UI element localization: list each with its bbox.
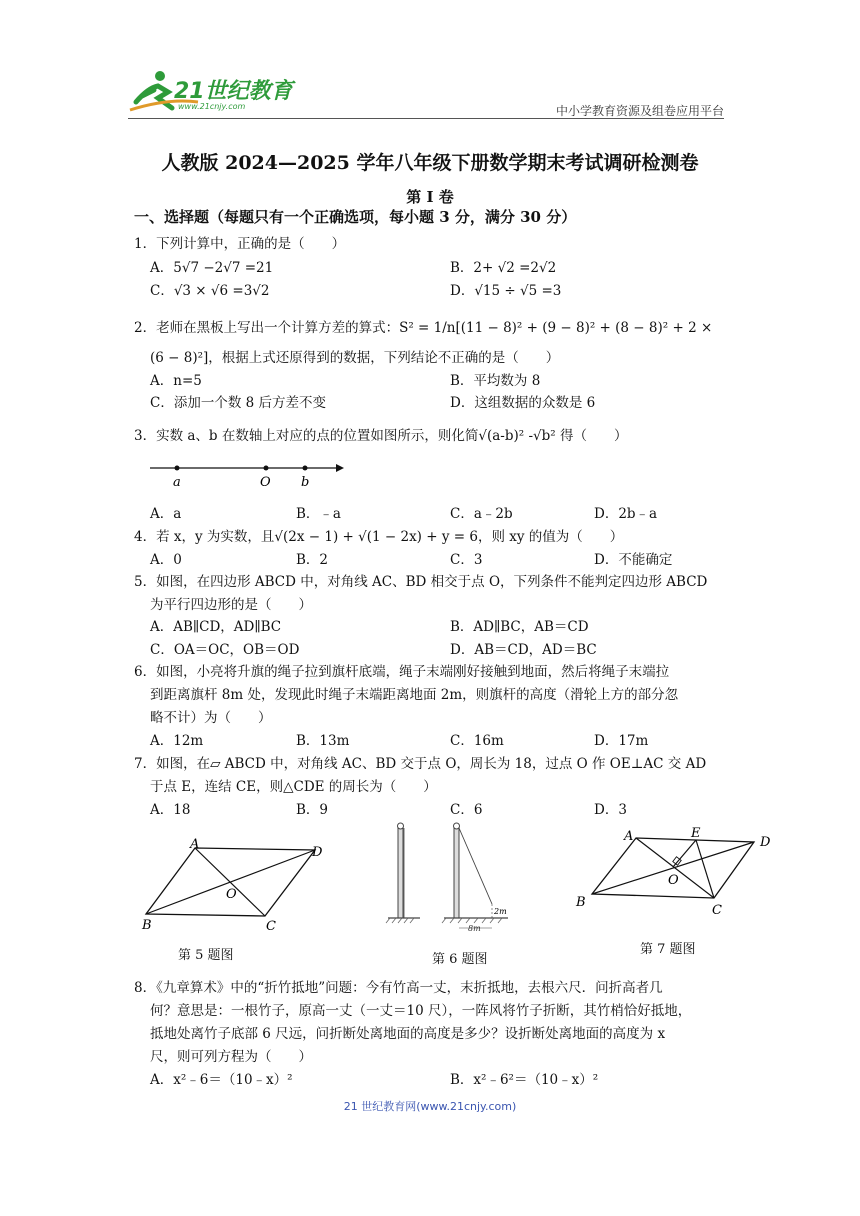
fig5-label-a: A bbox=[190, 837, 200, 852]
q4-stem: 4．若 x，y 为实数，且√(2x − 1) + √(1 − 2x) + y = 6，则 xy 的值为（ ） bbox=[134, 529, 624, 545]
figure-7-caption: 第 7 题图 bbox=[640, 942, 696, 957]
fig6-width-label: 8m bbox=[468, 924, 481, 933]
fig7-label-o: O bbox=[668, 873, 679, 888]
header-divider bbox=[128, 118, 724, 119]
fig5-label-d: D bbox=[312, 845, 323, 860]
q8-stem-line4: 尺，则可列方程为（ ） bbox=[150, 1049, 312, 1065]
q5-option-b: B．AD∥BC，AB＝CD bbox=[450, 619, 589, 635]
q4-option-c: C．3 bbox=[450, 552, 483, 568]
site-logo bbox=[128, 68, 293, 116]
q7-option-d: D．3 bbox=[594, 802, 627, 818]
q3-option-a: A．a bbox=[150, 506, 182, 522]
q6-option-a: A．12m bbox=[150, 733, 204, 749]
fig7-label-c: C bbox=[712, 903, 722, 918]
fig7-label-a: A bbox=[624, 829, 634, 844]
platform-label: 中小学教育资源及组卷应用平台 bbox=[555, 104, 724, 118]
fig7-label-d: D bbox=[760, 835, 771, 850]
fig5-label-b: B bbox=[142, 918, 152, 933]
q8-option-a: A．x²﹣6＝（10﹣x）² bbox=[150, 1072, 293, 1088]
q7-option-c: C．6 bbox=[450, 802, 483, 818]
fig6-height-label: 2m bbox=[494, 907, 507, 916]
q8-stem-line2: 何？意思是：一根竹子，原高一丈（一丈＝10 尺），一阵风将竹子折断，其竹梢恰好抵地， bbox=[150, 1003, 692, 1019]
q3-option-b: B．﹣a bbox=[296, 506, 341, 522]
q5-stem-line1: 5．如图，在四边形 ABCD 中，对角线 AC、BD 相交于点 O，下列条件不能判定四边形 ABCD bbox=[134, 574, 708, 590]
q1-option-c: C．√3 × √6 =3√2 bbox=[150, 283, 270, 299]
q1-stem: 1．下列计算中，正确的是（ ） bbox=[134, 236, 346, 252]
fig7-label-b: B bbox=[576, 895, 586, 910]
logo-url: www.21cnjy.com bbox=[178, 102, 246, 111]
q1-option-d: D．√15 ÷ √5 =3 bbox=[450, 283, 562, 299]
logo-text: 21世纪教育 bbox=[174, 79, 293, 104]
q2-option-d: D．这组数据的众数是 6 bbox=[450, 395, 596, 411]
q4-option-b: B．2 bbox=[296, 552, 329, 568]
q7-option-a: A．18 bbox=[150, 802, 191, 818]
q3-option-d: D．2b﹣a bbox=[594, 506, 658, 522]
q4-option-d: D．不能确定 bbox=[594, 552, 673, 568]
q6-option-b: B．13m bbox=[296, 733, 350, 749]
q1-option-a: A．5√7 −2√7 =21 bbox=[150, 260, 274, 276]
figure-6-caption: 第 6 题图 bbox=[432, 952, 488, 967]
q3-option-c: C．a﹣2b bbox=[450, 506, 513, 522]
q2-option-b: B．平均数为 8 bbox=[450, 373, 541, 389]
number-line-figure bbox=[150, 458, 350, 488]
q6-stem-line1: 6．如图，小亮将升旗的绳子拉到旗杆底端，绳子末端刚好接触到地面，然后将绳子末端拉 bbox=[134, 664, 670, 680]
q8-option-b: B．x²﹣6²＝（10﹣x）² bbox=[450, 1072, 599, 1088]
q5-option-d: D．AB＝CD，AD＝BC bbox=[450, 642, 597, 658]
q7-stem-line2: 于点 E，连结 CE，则△CDE 的周长为（ ） bbox=[150, 779, 437, 795]
q7-option-b: B．9 bbox=[296, 802, 329, 818]
q1-option-b: B．2+ √2 =2√2 bbox=[450, 260, 557, 276]
q3-stem: 3．实数 a、b 在数轴上对应的点的位置如图所示，则化简√(a-b)² -√b² 得（ ） bbox=[134, 428, 628, 444]
figure-7-parallelogram bbox=[574, 822, 784, 932]
footer-link[interactable]: 21 世纪教育网(www.21cnjy.com) bbox=[343, 1100, 517, 1113]
q4-option-a: A．0 bbox=[150, 552, 182, 568]
volume-label: 第 I 卷 bbox=[406, 188, 454, 206]
q2-option-a: A．n=5 bbox=[150, 373, 202, 389]
q5-option-c: C．OA＝OC，OB＝OD bbox=[150, 642, 300, 658]
q8-stem-line1: 8．《九章算术》中的“折竹抵地”问题：今有竹高一丈，末折抵地，去根六尺．问折高者几 bbox=[134, 980, 663, 996]
fig7-label-e: E bbox=[691, 826, 701, 841]
q8-stem-line3: 抵地处离竹子底部 6 尺远，问折断处离地面的高度是多少？设折断处离地面的高度为 x bbox=[150, 1026, 666, 1042]
axis-label-o: O bbox=[260, 475, 271, 490]
fig5-label-o: O bbox=[226, 887, 237, 902]
q7-stem-line1: 7．如图，在▱ ABCD 中，对角线 AC、BD 交于点 O，周长为 18，过点 O 作 OE⊥AC 交 AD bbox=[134, 756, 707, 772]
q6-stem-line2: 到距离旗杆 8m 处，发现此时绳子末端距离地面 2m，则旗杆的高度（滑轮上方的部分忽 bbox=[150, 687, 679, 703]
q5-option-a: A．AB∥CD，AD∥BC bbox=[150, 619, 282, 635]
q2-option-c: C．添加一个数 8 后方差不变 bbox=[150, 395, 327, 411]
figure-5-caption: 第 5 题图 bbox=[178, 948, 234, 963]
fig5-label-c: C bbox=[266, 919, 276, 934]
section-heading: 一、选择题（每题只有一个正确选项，每小题 3 分，满分 30 分） bbox=[134, 208, 577, 226]
page-title: 人教版 2024—2025 学年八年级下册数学期末考试调研检测卷 bbox=[161, 152, 699, 174]
axis-label-b: b bbox=[301, 475, 310, 490]
q2-stem-line2: (6 − 8)²]，根据上式还原得到的数据，下列结论不正确的是（ ） bbox=[150, 350, 560, 366]
q2-stem-line1: 2．老师在黑板上写出一个计算方差的算式：S² = 1/n[(11 − 8)² + (9 − 8)² + (8 − 8)² + 2 × bbox=[134, 320, 713, 336]
figure-6-flagpole bbox=[384, 822, 524, 932]
q6-option-c: C．16m bbox=[450, 733, 504, 749]
q6-option-d: D．17m bbox=[594, 733, 649, 749]
q5-stem-line2: 为平行四边形的是（ ） bbox=[150, 597, 312, 613]
figure-5-parallelogram bbox=[140, 836, 340, 946]
axis-label-a: a bbox=[173, 475, 181, 490]
q6-stem-line3: 略不计）为（ ） bbox=[150, 710, 272, 726]
